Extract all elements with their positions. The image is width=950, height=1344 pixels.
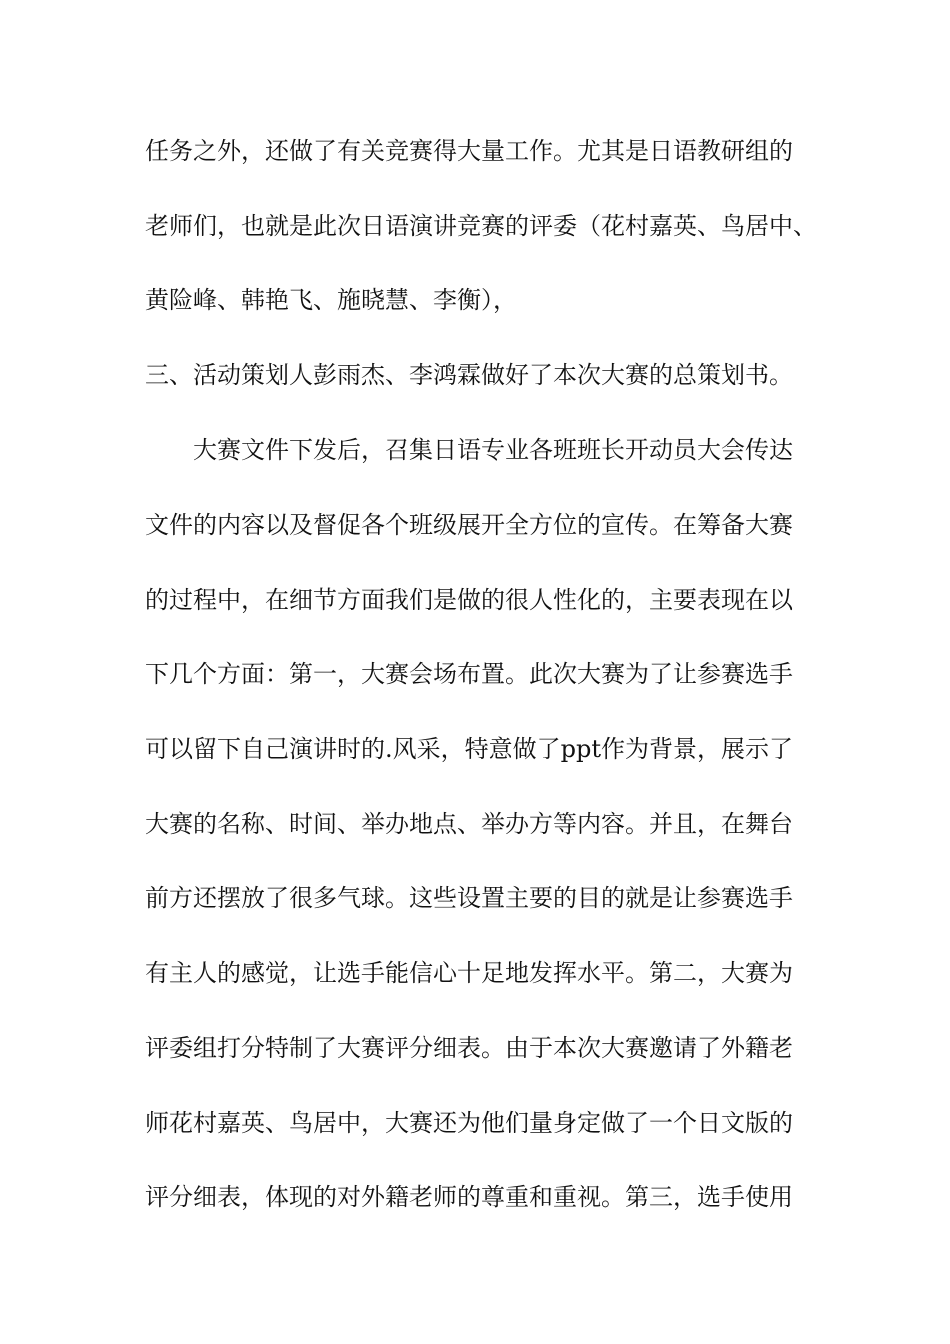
text-line-3: 黄险峰、韩艳飞、施晓慧、李衡）， — [145, 286, 517, 314]
text-line-9: 可以留下自己演讲时的.风采，特意做了ppt作为背景，展示了 — [145, 735, 793, 763]
text-line-11: 前方还摆放了很多气球。这些设置主要的目的就是让参赛选手 — [145, 884, 793, 912]
text-line-1: 任务之外，还做了有关竞赛得大量工作。尤其是日语教研组的 — [145, 137, 793, 165]
text-line-2: 老师们，也就是此次日语演讲竞赛的评委（花村嘉英、鸟居中、 — [145, 212, 817, 240]
text-line-10: 大赛的名称、时间、举办地点、举办方等内容。并且，在舞台 — [145, 810, 793, 838]
text-line-7: 的过程中，在细节方面我们是做的很人性化的，主要表现在以 — [145, 586, 793, 614]
text-line-14: 师花村嘉英、鸟居中，大赛还为他们量身定做了一个日文版的 — [145, 1109, 793, 1137]
text-line-6: 文件的内容以及督促各个班级展开全方位的宣传。在筹备大赛 — [145, 511, 793, 539]
text-line-5: 大赛文件下发后，召集日语专业各班班长开动员大会传达 — [193, 436, 793, 464]
text-line-12: 有主人的感觉，让选手能信心十足地发挥水平。第二，大赛为 — [145, 959, 793, 987]
text-line-8: 下几个方面：第一，大赛会场布置。此次大赛为了让参赛选手 — [145, 660, 793, 688]
text-line-15: 评分细表，体现的对外籍老师的尊重和重视。第三，选手使用 — [145, 1183, 793, 1211]
text-line-13: 评委组打分特制了大赛评分细表。由于本次大赛邀请了外籍老 — [145, 1034, 793, 1062]
text-line-4: 三、活动策划人彭雨杰、李鸿霖做好了本次大赛的总策划书。 — [145, 361, 793, 389]
